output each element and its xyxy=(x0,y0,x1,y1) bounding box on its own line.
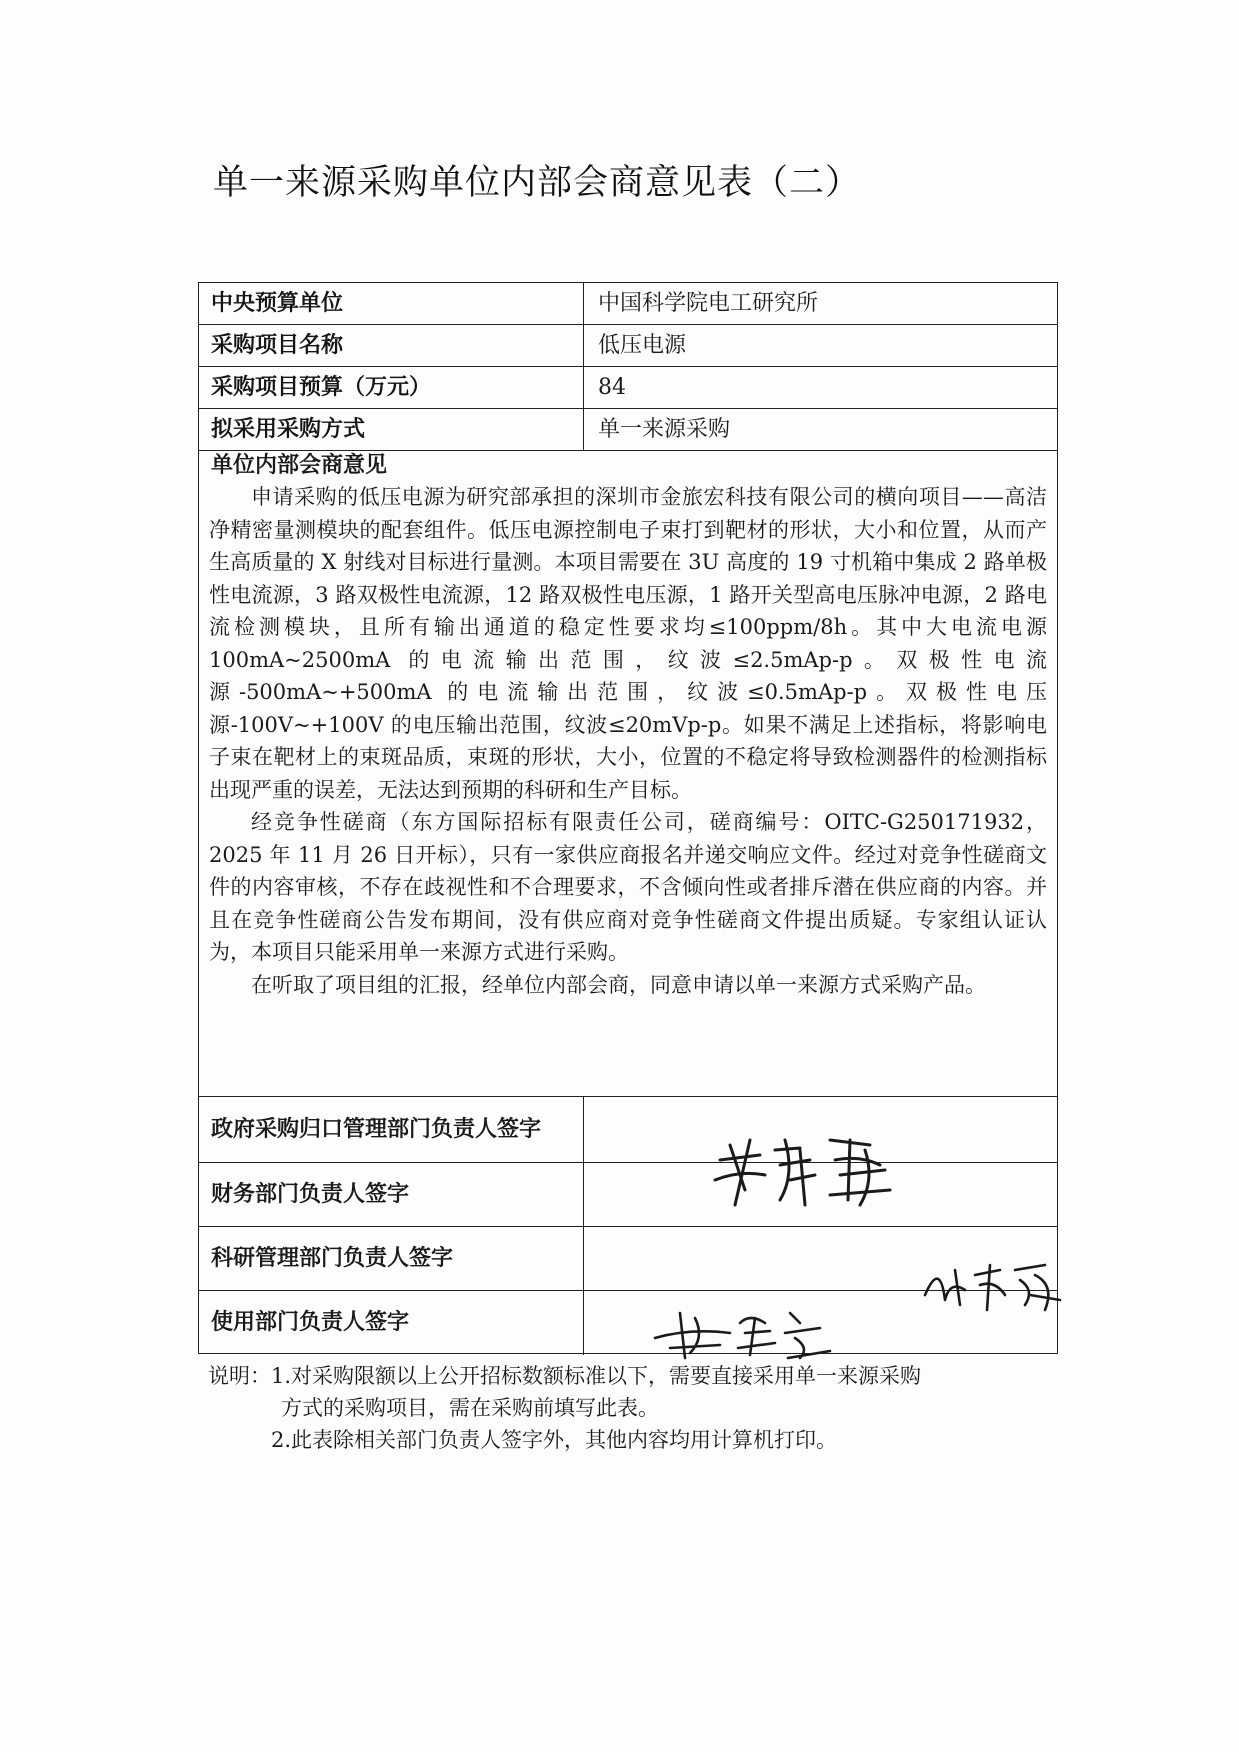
page-title: 单一来源采购单位内部会商意见表（二） xyxy=(213,163,862,203)
field-label: 拟采用采购方式 xyxy=(199,409,584,450)
note-item-2: 2.此表除相关部门负责人签字外，其他内容均用计算机打印。 xyxy=(271,1428,838,1452)
signature-label: 科研管理部门负责人签字 xyxy=(199,1227,584,1290)
field-row-procurement-method xyxy=(199,409,1057,451)
signature-row-research-dept xyxy=(199,1227,1057,1291)
opinion-paragraph: 申请采购的低压电源为研究部承担的深圳市金旅宏科技有限公司的横向项目——高洁净精密量测模块的配套组件。低压电源控制电子束打到靶材的形状，大小和位置，从而产生高质量的 X 射线对目标进行量测。本项目需要在 3U 高度的 19 寸机箱中集成 2 路单极性电流源，3 路双极性电流源，12 路双极性电压源，1 路开关型高电压脉冲电源，2 路电流检测模块，且所有输出通道的稳定性要求均≤100ppm/8h。其中大电流电源 100mA~2500mA 的电流输出范围，纹波≤2.5mAp-p。双极性电流源-500mA~+500mA 的电流输出范围，纹波≤0.5mAp-p。双极性电压源-100V~+100V 的电压输出范围，纹波≤20mVp-p。如果不满足上述指标，将影响电子束在靶材上的束斑品质，束斑的形状，大小，位置的不稳定将导致检测器件的检测指标出现严重的误差，无法达到预期的科研和生产目标。 xyxy=(209,485,1047,802)
field-value: 低压电源 xyxy=(598,333,687,358)
field-row-budget-unit xyxy=(199,283,1057,325)
signature-label: 政府采购归口管理部门负责人签字 xyxy=(199,1097,584,1162)
note-item-1: 1.对采购限额以上公开招标数额标准以下，需要直接采用单一来源采购 xyxy=(271,1364,922,1388)
field-row-budget xyxy=(199,367,1057,409)
note-item-1-continued: 方式的采购项目，需在采购前填写此表。 xyxy=(281,1396,659,1420)
field-row-project-name xyxy=(199,325,1057,367)
consultation-form xyxy=(198,282,1058,1354)
field-value: 84 xyxy=(598,375,626,400)
field-label: 采购项目预算（万元） xyxy=(199,367,584,408)
field-value: 单一来源采购 xyxy=(598,417,731,442)
signature-row-user-dept xyxy=(199,1291,1057,1355)
signature-label: 财务部门负责人签字 xyxy=(199,1163,584,1226)
signature-row-finance-dept xyxy=(199,1163,1057,1227)
field-label: 采购项目名称 xyxy=(199,325,584,366)
signature-box xyxy=(584,1163,1057,1226)
opinion-body xyxy=(209,481,1047,1001)
opinion-paragraph: 在听取了项目组的汇报，经单位内部会商，同意申请以单一来源方式采购产品。 xyxy=(251,972,986,997)
signature-box xyxy=(584,1097,1057,1162)
field-label: 中央预算单位 xyxy=(199,283,584,324)
opinion-paragraph: 经竞争性磋商（东方国际招标有限责任公司，磋商编号：OITC-G250171932，2025 年 11 月 26 日开标），只有一家供应商报名并递交响应文件。经过对竞争性磋商文件的内容审核，不存在歧视性和不合理要求，不含倾向性或者排斥潜在供应商的内容。并且在竞争性磋商公告发布期间，没有供应商对竞争性磋商文件提出质疑。专家组认证认为，本项目只能采用单一来源方式进行采购。 xyxy=(209,810,1047,964)
signature-box xyxy=(584,1291,1057,1355)
notes-prefix: 说明： xyxy=(208,1364,271,1388)
notes xyxy=(208,1360,1058,1456)
signature-row-procurement-dept xyxy=(199,1097,1057,1163)
opinion-heading: 单位内部会商意见 xyxy=(211,453,388,478)
opinion-section xyxy=(199,451,1057,1097)
signature-box xyxy=(584,1227,1057,1290)
signature-label: 使用部门负责人签字 xyxy=(199,1291,584,1355)
field-value: 中国科学院电工研究所 xyxy=(598,291,819,316)
